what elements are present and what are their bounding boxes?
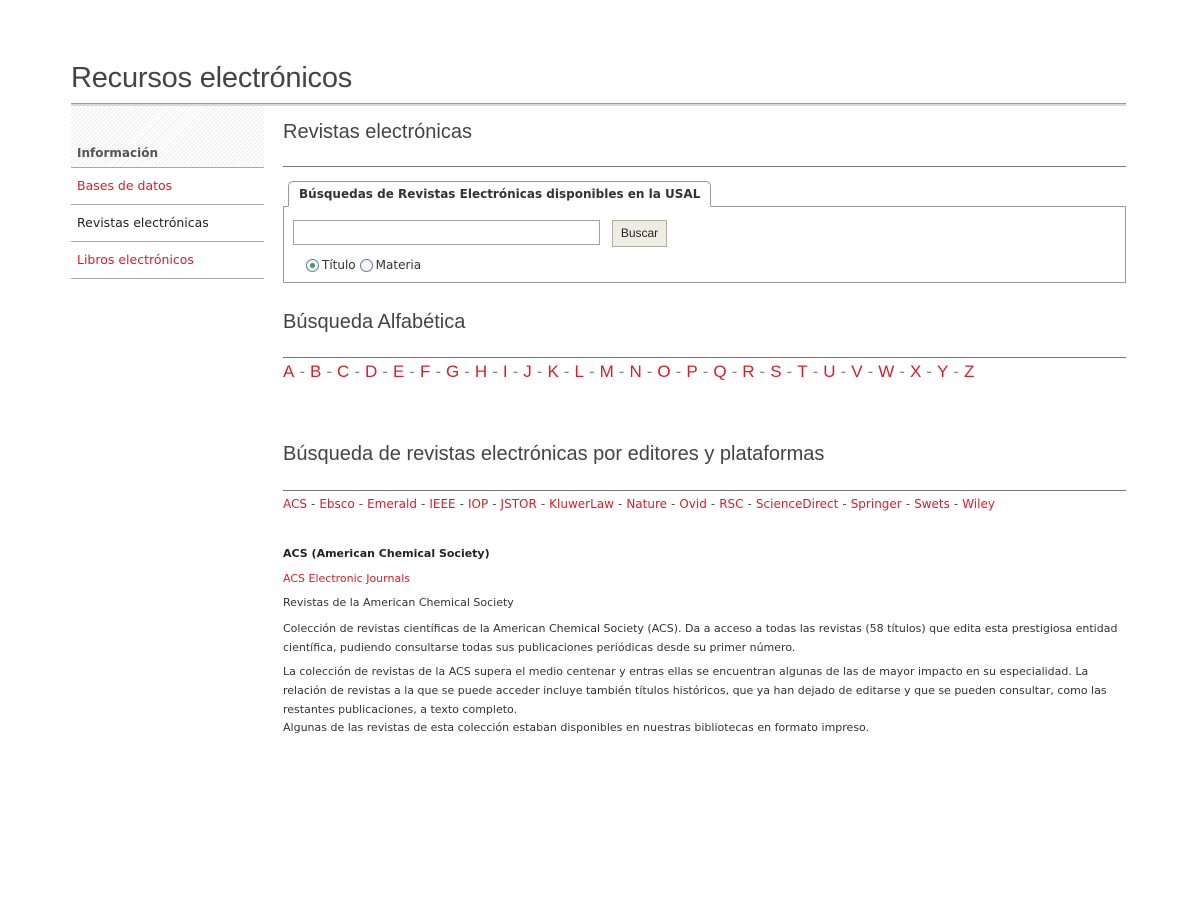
publisher-link-swets[interactable]: Swets <box>914 497 950 511</box>
publisher-link-nature[interactable]: Nature <box>626 497 668 511</box>
link-separator: - <box>812 362 819 381</box>
link-separator: - <box>786 362 793 381</box>
section-divider <box>283 357 1126 358</box>
alpha-link-d[interactable]: D <box>364 362 378 381</box>
page-title: Recursos electrónicos <box>71 62 353 94</box>
link-separator: - <box>671 497 676 511</box>
link-separator: - <box>899 362 905 381</box>
alpha-link-x[interactable]: X <box>909 362 922 381</box>
link-separator: - <box>953 497 959 511</box>
alpha-link-j[interactable]: J <box>523 362 532 381</box>
link-separator: - <box>618 362 625 381</box>
alpha-link-k[interactable]: K <box>547 362 559 381</box>
link-separator: - <box>563 362 570 381</box>
link-separator: - <box>710 497 716 511</box>
link-separator: - <box>840 362 847 381</box>
link-separator: - <box>905 497 911 511</box>
link-separator: - <box>358 497 364 511</box>
alpha-link-b[interactable]: B <box>310 362 322 381</box>
sidebar-item-label[interactable]: Libros electrónicos <box>77 252 194 267</box>
publisher-subtitle: Revistas de la American Chemical Society <box>283 596 514 609</box>
alpha-link-o[interactable]: O <box>657 362 671 381</box>
link-separator: - <box>540 497 546 511</box>
alpha-link-t[interactable]: T <box>797 362 808 381</box>
link-separator: - <box>299 362 306 381</box>
link-separator: - <box>420 497 426 511</box>
alpha-link-v[interactable]: V <box>851 362 863 381</box>
link-separator: - <box>311 497 316 511</box>
alpha-link-c[interactable]: C <box>337 362 350 381</box>
alpha-link-w[interactable]: W <box>878 362 895 381</box>
publisher-link-wiley[interactable]: Wiley <box>962 497 995 511</box>
publisher-heading: ACS (American Chemical Society) <box>283 547 490 560</box>
alphabet-links <box>283 362 974 382</box>
section-title-revistas: Revistas electrónicas <box>283 121 472 143</box>
publisher-links <box>283 497 995 511</box>
sidebar-header-label: Información <box>77 146 159 160</box>
link-separator: - <box>731 362 738 381</box>
sidebar-item-revistas-electronicas[interactable] <box>71 205 264 242</box>
radio-titulo-label[interactable]: Título <box>322 258 356 272</box>
radio-materia-label[interactable]: Materia <box>375 258 422 272</box>
alpha-link-e[interactable]: E <box>392 362 405 381</box>
publisher-link-iop[interactable]: IOP <box>467 497 489 511</box>
link-separator: - <box>435 362 442 381</box>
alpha-link-r[interactable]: R <box>742 362 755 381</box>
alpha-link-l[interactable]: L <box>574 362 584 381</box>
publisher-link-ieee[interactable]: IEEE <box>429 497 456 511</box>
link-separator: - <box>409 362 415 381</box>
link-separator: - <box>617 497 623 511</box>
link-separator: - <box>588 362 595 381</box>
search-type-options <box>306 256 425 274</box>
publisher-description-3: Algunas de las revistas de esta colección estaban disponibles en nuestras bibliotecas en formato impreso. <box>283 721 870 734</box>
search-tab[interactable]: Búsquedas de Revistas Electrónicas disponibles en la USAL <box>288 181 711 207</box>
alpha-link-p[interactable]: P <box>686 362 698 381</box>
link-separator: - <box>382 362 388 381</box>
link-separator: - <box>459 497 464 511</box>
alpha-link-q[interactable]: Q <box>713 362 727 381</box>
link-separator: - <box>759 362 766 381</box>
link-separator: - <box>842 497 847 511</box>
section-title-alfabetica: Búsqueda Alfabética <box>283 311 466 333</box>
link-separator: - <box>702 362 709 381</box>
link-separator: - <box>492 362 498 381</box>
link-separator: - <box>464 362 470 381</box>
publisher-link-jstor[interactable]: JSTOR <box>500 497 537 511</box>
publisher-link-kluwerlaw[interactable]: KluwerLaw <box>549 497 614 511</box>
publisher-link-rsc[interactable]: RSC <box>719 497 744 511</box>
acs-journals-link[interactable]: ACS Electronic Journals <box>283 572 410 585</box>
alpha-link-z[interactable]: Z <box>963 362 975 381</box>
search-input[interactable] <box>293 220 600 245</box>
alpha-link-n[interactable]: N <box>629 362 642 381</box>
section-title-editores: Búsqueda de revistas electrónicas por editores y plataformas <box>283 443 825 465</box>
radio-titulo[interactable] <box>306 259 319 272</box>
alpha-link-y[interactable]: Y <box>936 362 949 381</box>
publisher-link-acs[interactable]: ACS <box>283 497 307 511</box>
alpha-link-m[interactable]: M <box>599 362 614 381</box>
alpha-link-a[interactable]: A <box>283 362 295 381</box>
link-separator: - <box>326 362 333 381</box>
publisher-link-ovid[interactable]: Ovid <box>679 497 707 511</box>
alpha-link-g[interactable]: G <box>446 362 460 381</box>
link-separator: - <box>675 362 682 381</box>
sidebar-item-bases-de-datos[interactable] <box>71 168 264 205</box>
publisher-link-emerald[interactable]: Emerald <box>367 497 417 511</box>
sidebar-header <box>71 106 264 168</box>
sidebar-nav <box>71 106 264 279</box>
link-separator: - <box>512 362 519 381</box>
publisher-description-1: Colección de revistas científicas de la American Chemical Society (ACS). Da a acceso a todas las revistas (58 títulos) que edita esta prestigiosa entidad científica, pudiendo consultarse todas sus publicaciones periódicas desde su primer número. <box>283 622 1118 654</box>
section-divider <box>283 166 1126 167</box>
publisher-link-sciencedirect[interactable]: ScienceDirect <box>755 497 839 511</box>
alpha-link-f[interactable]: F <box>419 362 431 381</box>
alpha-link-h[interactable]: H <box>474 362 488 381</box>
sidebar-item-label[interactable]: Revistas electrónicas <box>77 215 209 230</box>
publisher-description-2: La colección de revistas de la ACS supera el medio centenar y entras ellas se encuentran algunas de las de mayor impacto en su especialidad. La relación de revistas a la que se puede acceder incluye también títulos históricos, que ya han dejado de editarse y que se pueden consultar, como las restantes publicaciones, a texto completo. <box>283 665 1107 716</box>
search-button[interactable]: Buscar <box>612 220 667 247</box>
link-separator: - <box>953 362 959 381</box>
alpha-link-i[interactable]: I <box>502 362 508 381</box>
sidebar-item-label[interactable]: Bases de datos <box>77 178 173 193</box>
publisher-link-springer[interactable]: Springer <box>850 497 902 511</box>
section-divider <box>283 490 1126 491</box>
alpha-link-s[interactable]: S <box>770 362 782 381</box>
link-separator: - <box>536 362 543 381</box>
link-separator: - <box>354 362 360 381</box>
link-separator: - <box>747 497 752 511</box>
link-separator: - <box>926 362 932 381</box>
sidebar-item-libros-electronicos[interactable] <box>71 242 264 279</box>
link-separator: - <box>646 362 653 381</box>
publisher-link-ebsco[interactable]: Ebsco <box>319 497 355 511</box>
alpha-link-u[interactable]: U <box>823 362 836 381</box>
link-separator: - <box>867 362 874 381</box>
link-separator: - <box>492 497 497 511</box>
radio-materia[interactable] <box>360 259 373 272</box>
